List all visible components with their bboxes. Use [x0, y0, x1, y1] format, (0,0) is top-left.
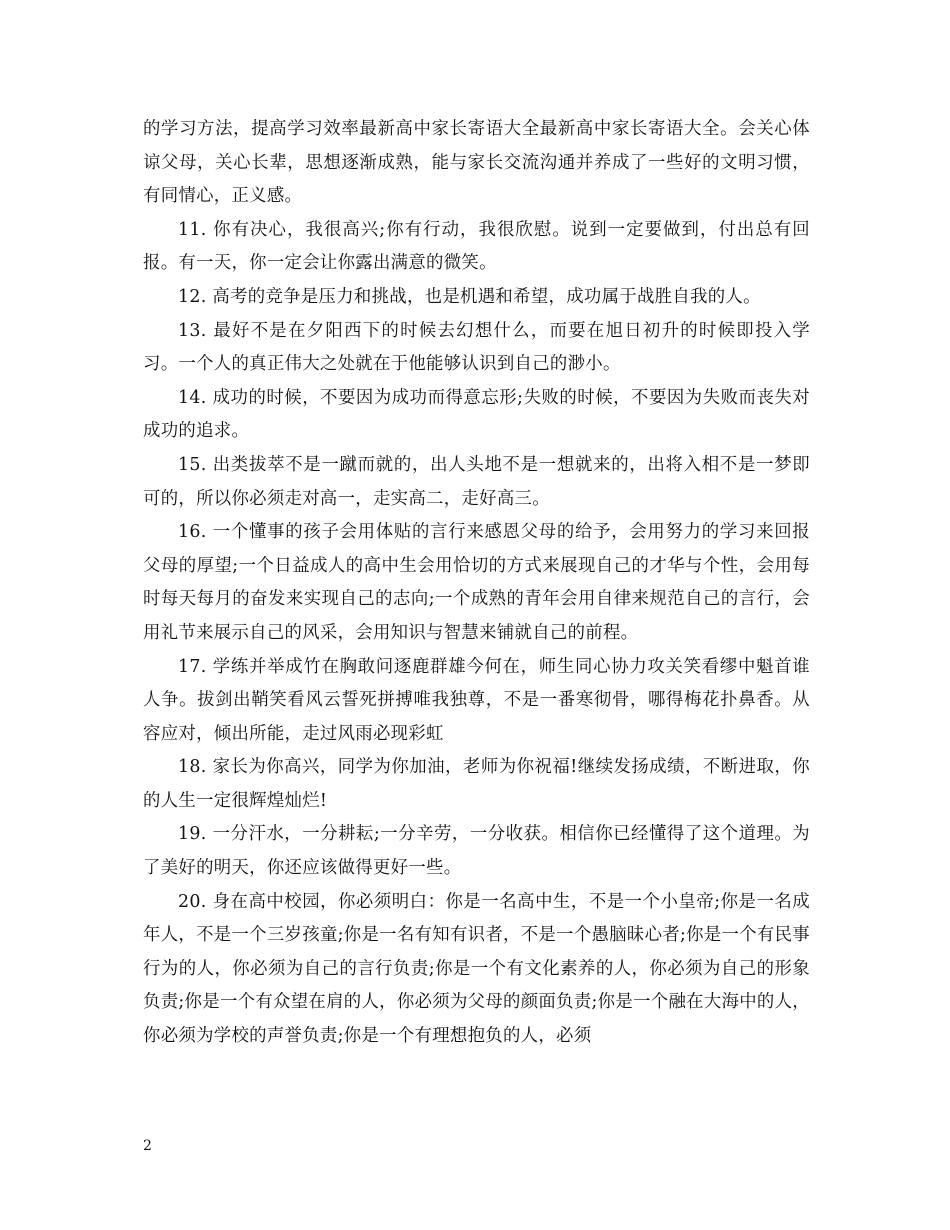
paragraph-item-12: 12. 高考的竞争是压力和挑战，也是机遇和希望，成功属于战胜自我的人。 [178, 286, 761, 307]
paragraph-item-17: 17. 学练并举成竹在胸敢问逐鹿群雄今何在，师生同心协力攻关笑看缪中魁首谁人争。拔剑出鞘笑看风云誓死拼搏唯我独尊，不是一番寒彻骨，哪得梅花扑鼻香。从容应对，倾出所能，走过风雨必现彩虹 [143, 656, 810, 744]
paragraph-item-19: 19. 一分汗水，一分耕耘;一分辛劳，一分收获。相信你已经懂得了这个道理。为了美好的明天，你还应该做得更好一些。 [143, 824, 810, 879]
page-number: 2 [143, 1138, 152, 1154]
paragraph-item-20: 20. 身在高中校园，你必须明白：你是一名高中生，不是一个小皇帝;你是一名成年人，不是一个三岁孩童;你是一名有知有识者，不是一个愚脑昧心者;你是一个有民事行为的人，你必须为自己的言行负责;你是一个有文化素养的人，你必须为自己的形象负责;你是一个有众望在肩的人，你必须为父母的颜面负责;你是一个融在大海中的人，你必须为学校的声誉负责;你是一个有理想抱负的人，必须 [143, 891, 810, 1047]
paragraph-item-13: 13. 最好不是在夕阳西下的时候去幻想什么，而要在旭日初升的时候即投入学习。一个人的真正伟大之处就在于他能够认识到自己的渺小。 [143, 320, 810, 375]
paragraph-item-11: 11. 你有决心，我很高兴;你有行动，我很欣慰。说到一定要做到，付出总有回报。有一天，你一定会让你露出满意的微笑。 [143, 219, 810, 274]
paragraph-item-15: 15. 出类拔萃不是一蹴而就的，出人头地不是一想就来的，出将入相不是一梦即可的，所以你必须走对高一，走实高二，走好高三。 [143, 454, 810, 509]
paragraph-continuation: 的学习方法，提高学习效率最新高中家长寄语大全最新高中家长寄语大全。会关心体谅父母，关心长辈，思想逐渐成熟，能与家长交流沟通并养成了一些好的文明习惯，有同情心，正义感。 [143, 119, 810, 207]
paragraph-item-16: 16. 一个懂事的孩子会用体贴的言行来感恩父母的给予，会用努力的学习来回报父母的厚望;一个日益成人的高中生会用恰切的方式来展现自己的才华与个性，会用每时每天每月的奋发来实现自己的志向;一个成熟的青年会用自律来规范自己的言行，会用礼节来展示自己的风采，会用知识与智慧来铺就自己的前程。 [143, 522, 810, 643]
paragraph-item-14: 14. 成功的时候，不要因为成功而得意忘形;失败的时候，不要因为失败而丧失对成功的追求。 [143, 387, 810, 442]
document-body [143, 113, 810, 1054]
paragraph-item-18: 18. 家长为你高兴，同学为你加油，老师为你祝福!继续发扬成绩，不断进取，你的人生一定很辉煌灿烂! [143, 757, 810, 811]
